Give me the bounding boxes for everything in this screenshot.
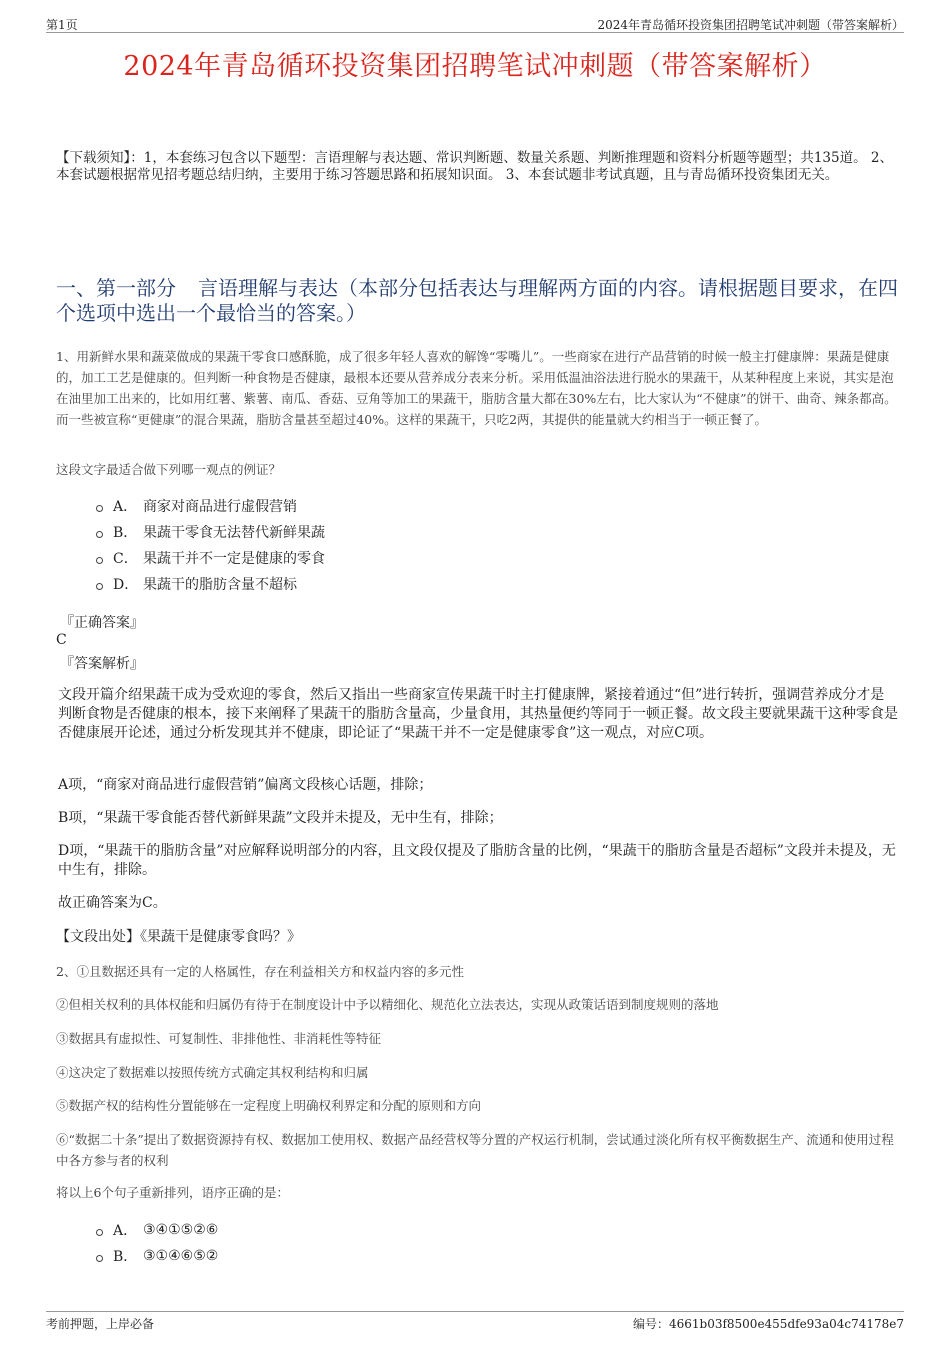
radio-icon[interactable]	[96, 583, 103, 590]
question-1-prompt: 这段文字最适合做下列哪一观点的例证？	[56, 462, 282, 477]
page-header	[46, 14, 904, 33]
radio-icon[interactable]	[96, 1229, 103, 1236]
footer-doc-id: 编号：4661b03f8500e455dfe93a04c74178e7	[632, 1317, 904, 1331]
page-footer	[46, 1311, 904, 1331]
download-notice: 【下载须知】：1，本套练习包含以下题型：言语理解与表达题、常识判断题、数量关系题、判断推理题和资料分析题等题型；共135道。 2、本套试题根据常见招考题总结归纳，主要用于练习答题思路和拓展知识面。 3、本套试题非考试真题，且与青岛循环投资集团无关。	[56, 150, 893, 183]
analysis-source: 【文段出处】《果蔬干是健康零食吗？》	[56, 929, 301, 945]
question-1-options	[96, 493, 325, 597]
question-2-sentence: 2、①且数据还具有一定的人格属性，存在利益相关方和权益内容的多元性	[56, 964, 464, 979]
question-1-text: 1、用新鲜水果和蔬菜做成的果蔬干零食口感酥脆，成了很多年轻人喜欢的解馋“零嘴儿”。一些商家在进行产品营销的时候一般主打健康牌：果蔬是健康的，加工工艺是健康的。但判断一种食物是否健康，最根本还要从营养成分表来分析。采用低温油浴法进行脱水的果蔬干，从某种程度上来说，其实是泡在油里加工出来的，比如用红薯、紫薯、南瓜、香菇、豆角等加工的果蔬干，脂肪含量大都在30%左右，比大家认为“不健康”的饼干、曲奇、辣条都高。而一些被宣称“更健康”的混合果蔬，脂肪含量甚至超过40%。这样的果蔬干，只吃2两，其提供的能量就大约相当于一顿正餐了。	[56, 349, 897, 427]
option-b[interactable]: B． ③①④⑥⑤②	[96, 1243, 218, 1269]
question-2-sentence: ④这决定了数据难以按照传统方式确定其权利结构和归属	[56, 1065, 369, 1080]
option-a[interactable]: A． 商家对商品进行虚假营销	[96, 493, 325, 519]
radio-icon[interactable]	[96, 505, 103, 512]
analysis-conclusion: 故正确答案为C。	[58, 895, 167, 911]
analysis-option-a: A项，“商家对商品进行虚假营销”偏离文段核心话题，排除；	[58, 777, 433, 793]
question-2-sentence: ②但相关权利的具体权能和归属仍有待于在制度设计中予以精细化、规范化立法表达，实现从政策话语到制度规则的落地	[56, 997, 719, 1012]
analysis-label: 『答案解析』	[60, 656, 144, 672]
analysis-option-b: B项，“果蔬干零食能否替代新鲜果蔬”文段并未提及，无中生有，排除；	[58, 810, 503, 826]
option-a[interactable]: A． ③④①⑤②⑥	[96, 1217, 218, 1243]
section-part: 一、第一部分	[56, 276, 176, 300]
question-2-sentence: ⑤数据产权的结构性分置能够在一定程度上明确权利界定和分配的原则和方向	[56, 1098, 482, 1113]
option-b[interactable]: B． 果蔬干零食无法替代新鲜果蔬	[96, 519, 325, 545]
header-doc-title: 2024年青岛循环投资集团招聘笔试冲刺题（带答案解析）	[597, 18, 904, 32]
radio-icon[interactable]	[96, 531, 103, 538]
page-number: 第1页	[46, 18, 78, 32]
footer-slogan: 考前押题，上岸必备	[46, 1317, 155, 1331]
analysis-paragraph: 文段开篇介绍果蔬干成为受欢迎的零食，然后又指出一些商家宣传果蔬干时主打健康牌，紧接着通过“但”进行转折，强调营养成分才是判断食物是否健康的根本，接下来阐释了果蔬干的脂肪含量高，少量食用，其热量便约等同于一顿正餐。故文段主要就果蔬干这种零食是否健康展开论述，通过分析发现其并不健康，即论证了“果蔬干并不一定是健康零食”这一观点，对应C项。	[58, 687, 898, 741]
question-2-sentence: ③数据具有虚拟性、可复制性、非排他性、非消耗性等特征	[56, 1031, 382, 1046]
option-d[interactable]: D． 果蔬干的脂肪含量不超标	[96, 571, 325, 597]
section-heading	[56, 276, 898, 326]
question-2-sentence: ⑥“数据二十条”提出了数据资源持有权、数据加工使用权、数据产品经营权等分置的产权运行机制，尝试通过淡化所有权平衡数据生产、流通和使用过程中各方参与者的权利	[56, 1132, 894, 1168]
correct-answer: C	[56, 632, 67, 648]
question-2-options	[96, 1217, 218, 1269]
analysis-option-d: D项，“果蔬干的脂肪含量”对应解释说明部分的内容，且文段仅提及了脂肪含量的比例，“果蔬干的脂肪含量是否超标”文段并未提及，无中生有，排除。	[58, 843, 896, 878]
option-c[interactable]: C． 果蔬干并不一定是健康的零食	[96, 545, 325, 571]
page-title: 2024年青岛循环投资集团招聘笔试冲刺题（带答案解析）	[123, 51, 827, 82]
section-description: 言语理解与表达（本部分包括表达与理解两方面的内容。请根据题目要求，在四个选项中选出一个最恰当的答案。）	[56, 276, 898, 325]
question-2-prompt: 将以上6个句子重新排列，语序正确的是：	[56, 1185, 289, 1200]
radio-icon[interactable]	[96, 557, 103, 564]
radio-icon[interactable]	[96, 1255, 103, 1262]
correct-answer-label: 『正确答案』	[60, 615, 144, 631]
